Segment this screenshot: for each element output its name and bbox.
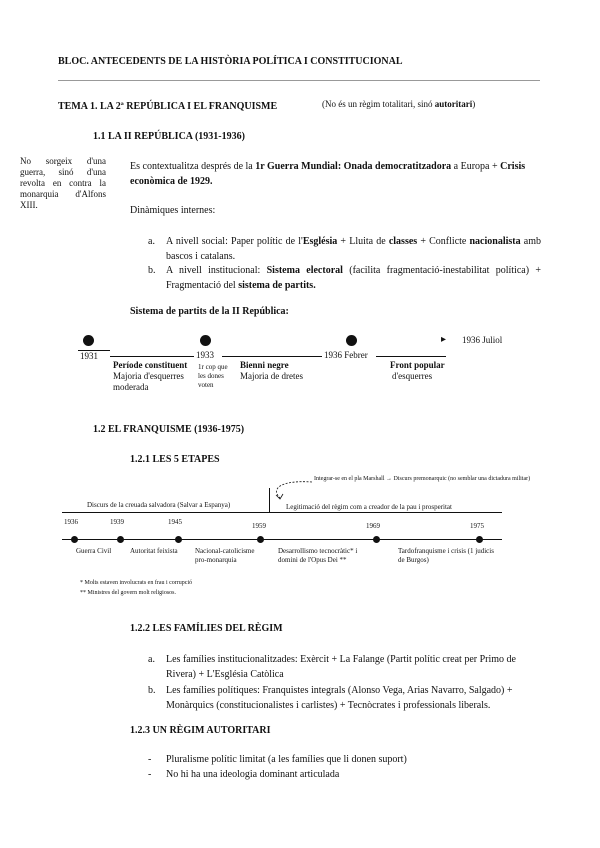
timeline-point-1936-febrer — [346, 335, 357, 346]
etapa-2: Autoritat feixista — [130, 547, 178, 555]
timeline-label-1933: 1933 — [196, 350, 214, 360]
etapa-1: Guerra Civil — [76, 547, 112, 555]
divider-1959 — [269, 488, 270, 512]
section-1-2-1-heading: 1.2.1 LES 5 ETAPES — [130, 454, 220, 465]
families-item-a: a. Les famílies institucionalitzades: Exèrcit + La Falange (Partit polític creat per Primo de Rivera) + L'Església Catòlica — [148, 654, 516, 680]
etapa-4: Desarrollismo tecnocràtic* i domini de l'Opus Dei ** — [278, 547, 358, 564]
tema-title: TEMA 1. LA 2ª REPÚBLICA I EL FRANQUISME — [58, 101, 278, 112]
year-1975: 1975 — [470, 522, 484, 530]
margin-note: No sorgeix d'una guerra, sinó d'una revolta en contra la monarquia d'Alfons XIII. — [20, 156, 106, 210]
year-1939: 1939 — [110, 518, 124, 526]
timeline-segment — [222, 356, 322, 357]
context-paragraph: Es contextualitza després de la 1r Guerra Mundial: Onada democratitzadora a Europa + Crisis econòmica de 1929. — [130, 161, 526, 187]
authoritarian-item-2: - No hi ha una ideologia dominant articulada — [148, 769, 340, 780]
dinamiques-label: Dinàmiques internes: — [130, 205, 216, 216]
families-item-b: b. Les famílies polítiques: Franquistes integrals (Alonso Vega, Arias Navarro, Salgado) + Monàrquics (constitucionalistes i carlistes) + Tecnòcrates i professionals liberals. — [148, 685, 513, 711]
tema-note: (No és un règim totalitari, sinó autoritari) — [322, 99, 476, 109]
timeline-label-1931: 1931 — [80, 351, 98, 361]
etapa-3: Nacional-catolicisme pro-monarquia — [195, 547, 255, 564]
timeline-segment — [110, 356, 194, 357]
year-1945: 1945 — [168, 518, 182, 526]
partits-title: Sistema de partits de la II República: — [130, 306, 289, 317]
left-discourse-label: Discurs de la creuada salvadora (Salvar a Espanya) — [87, 501, 231, 509]
authoritarian-item-1: - Pluralisme polític limitat (a les famílies que li donen suport) — [148, 754, 407, 765]
timeline-label-1936-juliol: 1936 Juliol — [462, 335, 503, 345]
timeline-point-1933 — [200, 335, 211, 346]
period-2-sub: Majoria de dretes — [240, 371, 303, 381]
timeline-point-1931 — [83, 335, 94, 346]
etapa-5: Tardofranquisme i crisis (1 judicis de Burgos) — [398, 547, 494, 564]
period-1-note: 1r cop que les dones voten — [198, 363, 228, 389]
header-divider — [58, 80, 540, 81]
block-title: BLOC. ANTECEDENTS DE LA HISTÒRIA POLÍTICA I CONSTITUCIONAL — [58, 56, 403, 67]
marshall-note: Integrar-se en el pla Marshall → Discurs premonarquic (no semblar una dictadura militar) — [314, 476, 531, 482]
period-3-sub: d'esquerres — [392, 371, 433, 381]
franco-timeline-axis — [62, 512, 502, 513]
right-discourse-label: Legitimació del règim com a creador de la pau i prosperitat — [286, 503, 452, 511]
period-1-sub: Majoria d'esquerres moderada — [113, 371, 184, 392]
timeline-label-1936-febrer: 1936 Febrer — [324, 350, 368, 360]
franco-timeline-lower-axis — [62, 539, 502, 540]
year-1936: 1936 — [64, 518, 78, 526]
section-1-2-2-heading: 1.2.2 LES FAMÍLIES DEL RÈGIM — [130, 623, 283, 634]
year-1959: 1959 — [252, 522, 266, 530]
section-1-2-3-heading: 1.2.3 UN RÈGIM AUTORITARI — [130, 725, 271, 736]
dinamiques-item-a: a. A nivell social: Paper polític de l'Església + Lluita de classes + Conflicte nacionalista amb bascos i catalans. — [148, 236, 541, 262]
footnote-1: * Molts estaven involucrats en frau i corrupció — [80, 580, 193, 586]
period-1-title: Període constituent — [113, 360, 188, 370]
footnote-2: ** Ministres del govern molt religiosos. — [80, 590, 176, 596]
curved-arrow-icon — [262, 478, 322, 502]
timeline-arrow: ▸ — [441, 334, 447, 345]
section-1-2-heading: 1.2 EL FRANQUISME (1936-1975) — [93, 424, 245, 435]
year-1969: 1969 — [366, 522, 380, 530]
period-2-title: Bienni negre — [240, 360, 289, 370]
period-3-title: Front popular — [390, 360, 445, 370]
dinamiques-item-b: b. A nivell institucional: Sistema electoral (facilita fragmentació-inestabilitat política) + Fragmentació del sistema de partits. — [148, 265, 541, 291]
section-1-1-heading: 1.1 LA II REPÚBLICA (1931-1936) — [93, 131, 245, 142]
timeline-segment — [376, 356, 446, 357]
